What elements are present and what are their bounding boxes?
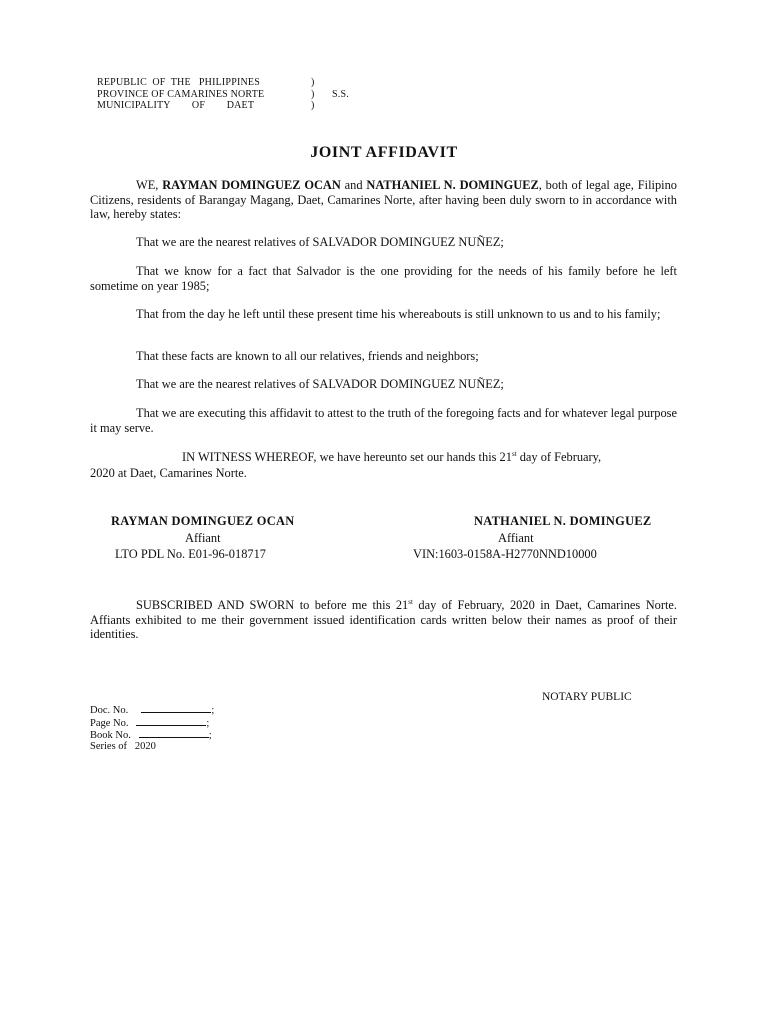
- affiant2-name: NATHANIEL N. DOMINGUEZ: [366, 178, 539, 192]
- record-page-blank: [136, 716, 206, 726]
- jurat-text-a: SUBSCRIBED AND SWORN to before me this 21: [136, 598, 409, 612]
- witness-clause: [182, 450, 601, 465]
- signatory-left-role: Affiant: [185, 531, 221, 545]
- paragraph-5-text: That we are the nearest relatives of SALVADOR DOMINGUEZ NUÑEZ;: [136, 377, 504, 391]
- signatory-right-role: Affiant: [498, 531, 534, 545]
- witness-text-b: day of February,: [516, 450, 602, 464]
- jurat-ordinal: st: [408, 597, 413, 606]
- paragraph-2-text: That we know for a fact that Salvador is the one providing for the needs of his family before he left sometime on year 1985;: [90, 264, 677, 293]
- caption-republic: REPUBLIC OF THE PHILIPPINES: [97, 77, 260, 88]
- intro-paragraph: [90, 178, 677, 222]
- signatory-right-id: VIN:1603-0158A-H2770NND10000: [413, 547, 597, 561]
- record-series: [90, 741, 156, 752]
- witness-text-a: IN WITNESS WHEREOF, we have hereunto set our hands this 21: [182, 450, 512, 464]
- record-series-year: 2020: [134, 741, 156, 752]
- affiant1-name: RAYMAN DOMINGUEZ OCAN: [162, 178, 341, 192]
- signatory-right-name: NATHANIEL N. DOMINGUEZ: [474, 514, 652, 528]
- paragraph-4-text: That these facts are known to all our relatives, friends and neighbors;: [136, 349, 479, 363]
- paragraph-6: [90, 406, 677, 435]
- record-series-label: Series of: [90, 741, 128, 752]
- paragraph-1-text: That we are the nearest relatives of SALVADOR DOMINGUEZ NUÑEZ;: [136, 235, 504, 249]
- record-semicolon: ;: [208, 730, 212, 741]
- notary-public-label: NOTARY PUBLIC: [542, 691, 632, 703]
- intro-rest: , both of legal age, Filipino Citizens, residents of Barangay Magang, Daet, Camarines Norte, after having been duly sworn to in accordance with law, hereby states:: [90, 178, 677, 221]
- witness-ordinal: st: [511, 449, 517, 458]
- paragraph-6-text: That we are executing this affidavit to attest to the truth of the foregoing facts and for whatever legal purpose it may serve.: [90, 406, 677, 435]
- record-semicolon: ;: [211, 705, 215, 716]
- record-page-label: Page No.: [90, 718, 129, 729]
- jurat-text-b: day of February, 2020 in Daet, Camarines Norte. Affiants exhibited to me their government issued identification cards written below their names as proof of their identities.: [90, 598, 678, 641]
- record-book-blank: [139, 728, 209, 738]
- paragraph-3-text: That from the day he left until these present time his whereabouts is still unknown to us and to his family;: [136, 307, 661, 321]
- paragraph-1: [90, 235, 677, 250]
- record-book-no: [90, 728, 212, 741]
- caption-bracket: ): [311, 89, 315, 100]
- intro-we: WE,: [136, 178, 163, 192]
- document-title: JOINT AFFIDAVIT: [310, 144, 458, 161]
- intro-and: and: [340, 178, 367, 192]
- caption-municipality: MUNICIPALITY OF DAET: [97, 100, 255, 111]
- record-doc-blank: [141, 703, 211, 713]
- record-book-label: Book No.: [90, 730, 131, 741]
- caption-province: PROVINCE OF CAMARINES NORTE: [97, 89, 265, 100]
- signatory-left-id: LTO PDL No. E01-96-018717: [115, 547, 266, 561]
- caption-bracket: ): [311, 100, 315, 111]
- record-doc-label: Doc. No.: [90, 705, 129, 716]
- caption-ss: S.S.: [332, 89, 349, 100]
- paragraph-5: [90, 377, 677, 392]
- caption-bracket: ): [311, 77, 315, 88]
- record-doc-no: [90, 703, 214, 716]
- paragraph-4: [90, 349, 677, 364]
- signatory-left-name: RAYMAN DOMINGUEZ OCAN: [111, 514, 295, 528]
- record-semicolon: ;: [206, 718, 210, 729]
- jurat-paragraph: [90, 598, 677, 642]
- paragraph-2: [90, 264, 677, 293]
- witness-clause-line2: 2020 at Daet, Camarines Norte.: [90, 466, 247, 480]
- paragraph-3: [90, 307, 677, 322]
